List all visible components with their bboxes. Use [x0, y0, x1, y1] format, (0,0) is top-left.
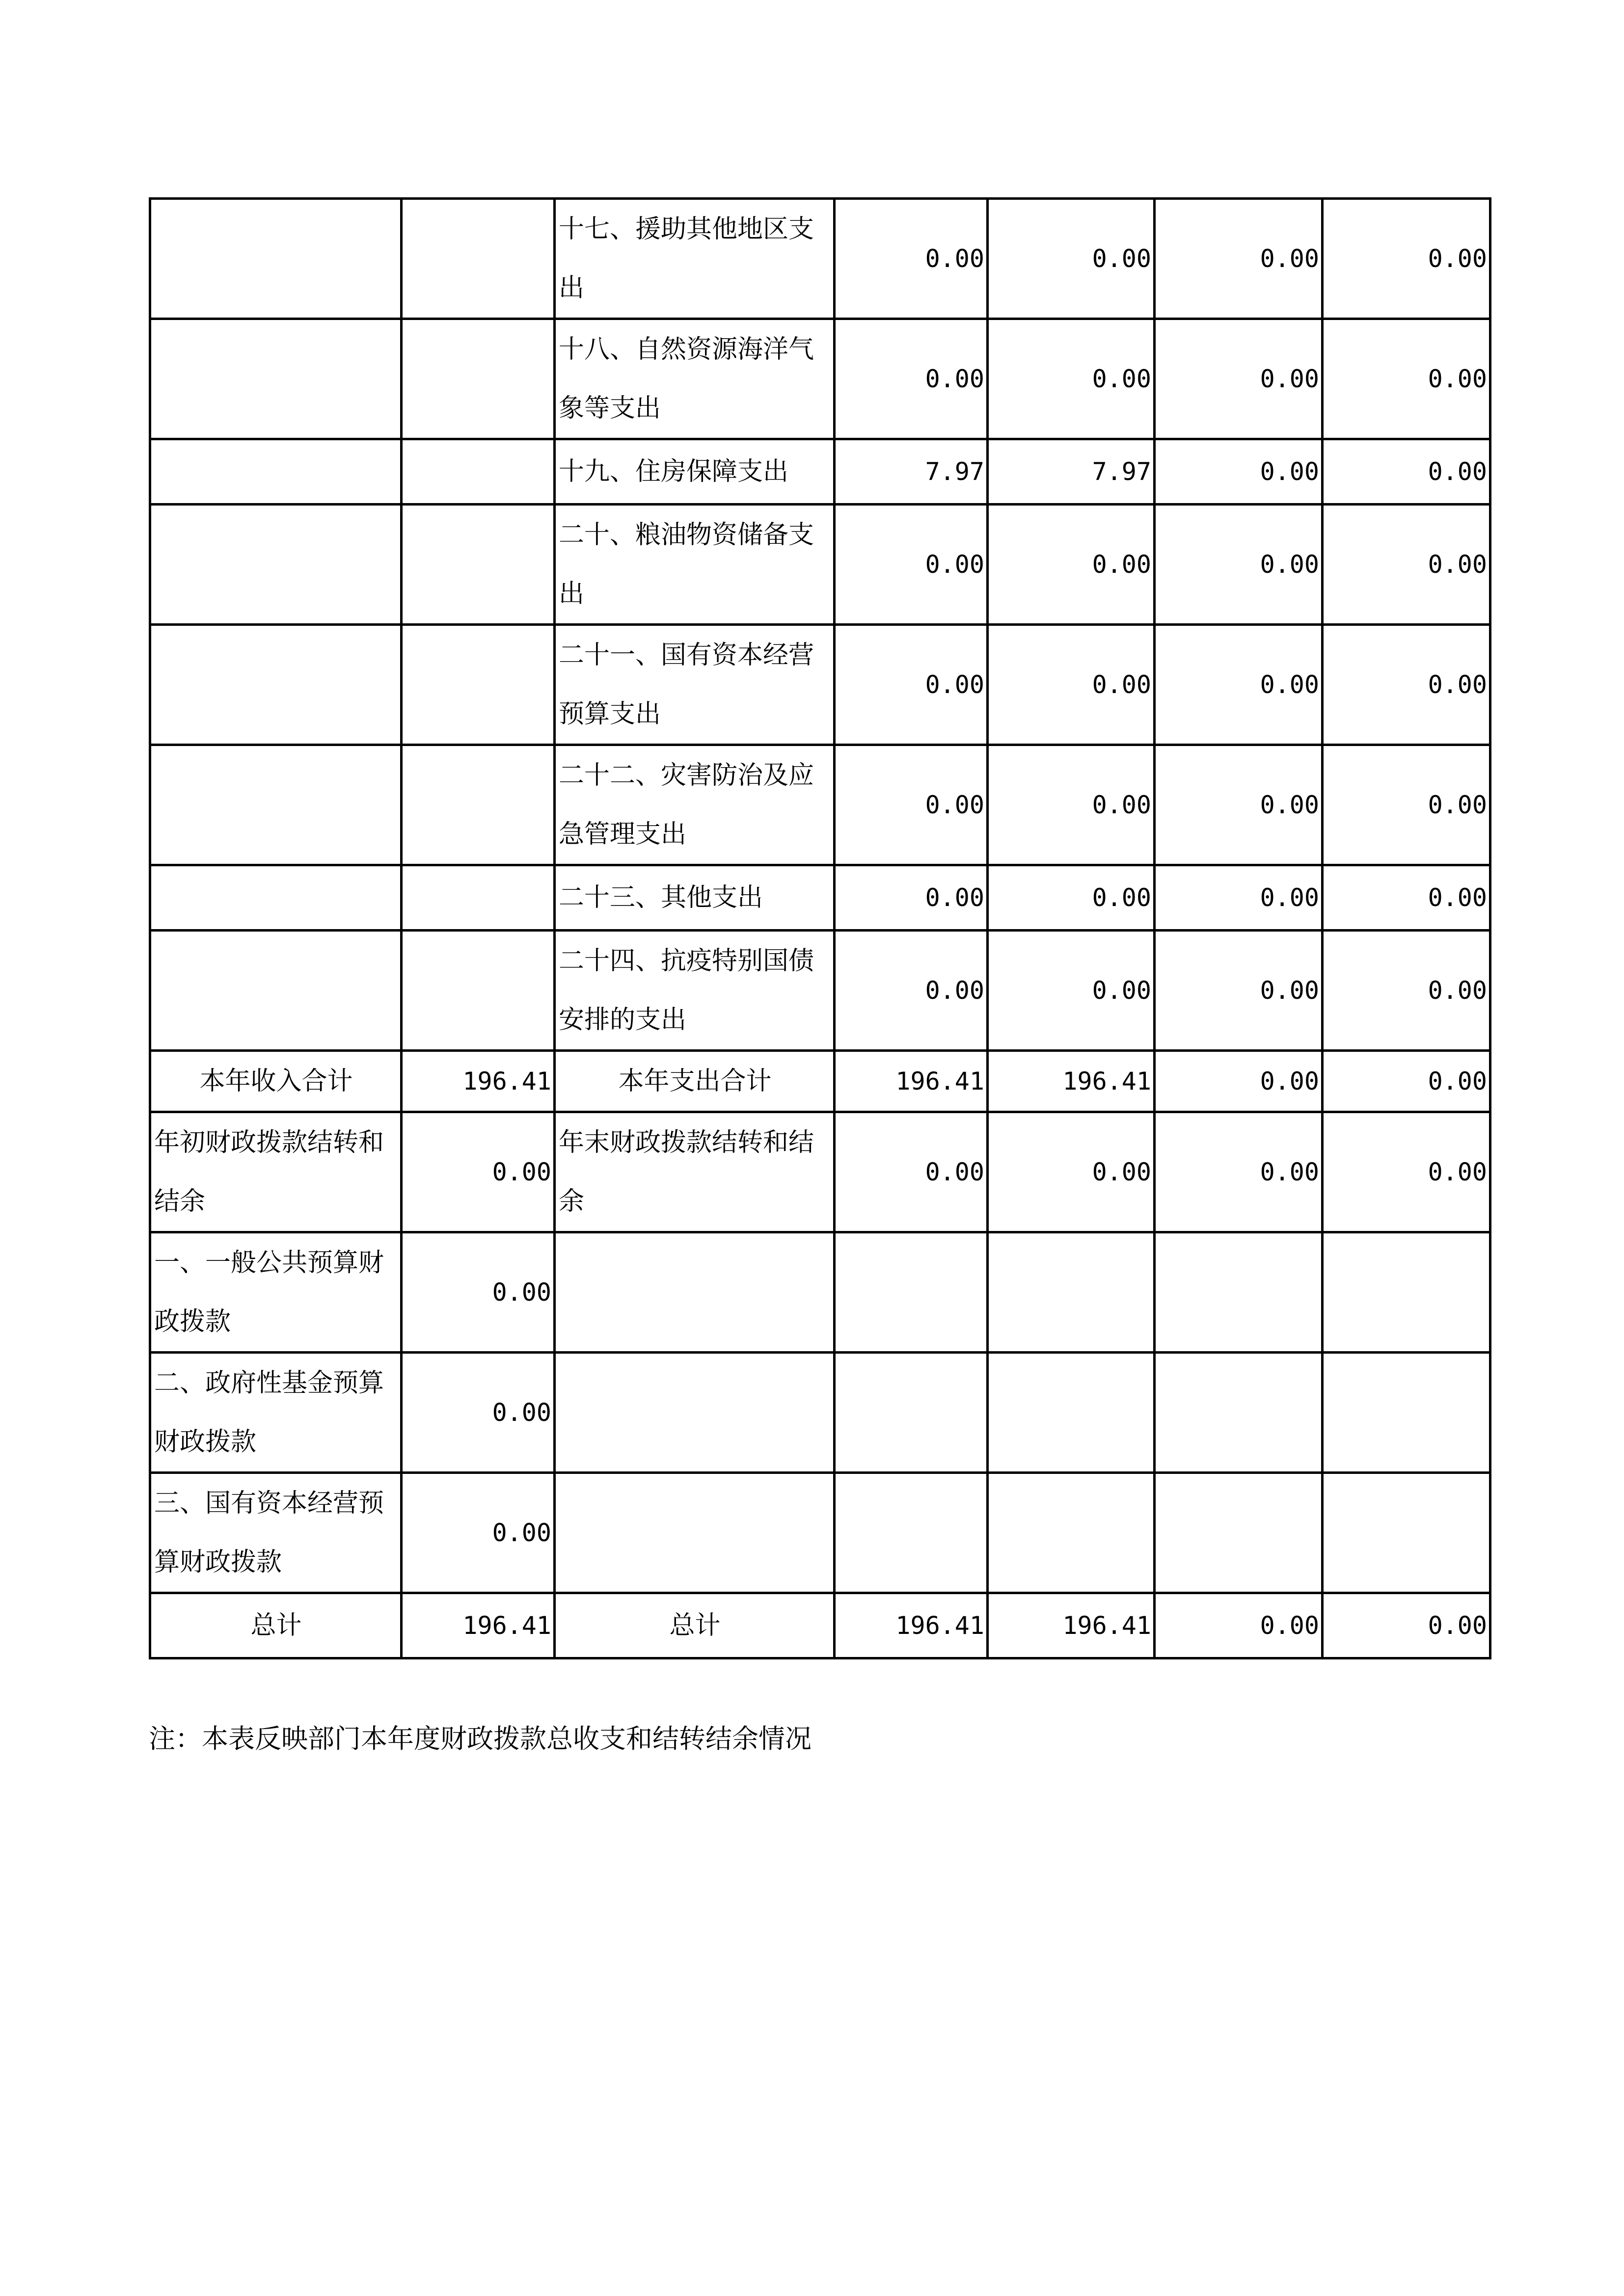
table-cell [1323, 1232, 1490, 1353]
table-cell [402, 199, 555, 319]
table-cell: 0.00 [835, 931, 988, 1051]
table-cell [150, 439, 402, 505]
table-note: 注：本表反映部门本年度财政拨款总收支和结转结余情况 [149, 1723, 812, 1754]
table-cell: 0.00 [988, 199, 1155, 319]
table-cell: 0.00 [1323, 439, 1490, 505]
table-cell: 196.41 [835, 1593, 988, 1658]
table-cell [150, 1112, 402, 1232]
table-cell [150, 319, 402, 439]
table-cell: 0.00 [1323, 745, 1490, 865]
table-cell [150, 1232, 402, 1353]
table-cell [988, 1473, 1155, 1593]
table-cell: 0.00 [988, 1112, 1155, 1232]
table-row [150, 931, 1490, 1051]
table-cell: 0.00 [1155, 745, 1323, 865]
table-cell [835, 1353, 988, 1473]
table-row [150, 1232, 1490, 1353]
table-cell [1323, 1473, 1490, 1593]
table-cell: 0.00 [1323, 505, 1490, 625]
table-row [150, 439, 1490, 505]
table-cell [555, 931, 835, 1051]
funding-source-label: 一、一般公共预算财政拨款 [154, 1248, 384, 1336]
expenditure-item-label: 二十一、国有资本经营预算支出 [559, 641, 814, 729]
table-cell [402, 625, 555, 745]
table-cell: 0.00 [1323, 931, 1490, 1051]
table-cell: 0.00 [1323, 1593, 1490, 1658]
annual-total-row [150, 1051, 1490, 1112]
table-row [150, 1473, 1490, 1593]
table-row [150, 745, 1490, 865]
table-cell [555, 745, 835, 865]
table-cell: 0.00 [835, 199, 988, 319]
table-cell: 0.00 [402, 1473, 555, 1593]
grand-total-label: 总计 [555, 1593, 835, 1658]
table-cell: 0.00 [1323, 1051, 1490, 1112]
table-cell [555, 1232, 835, 1353]
table-cell: 196.41 [988, 1593, 1155, 1658]
table-cell: 0.00 [1155, 505, 1323, 625]
table-cell: 0.00 [835, 319, 988, 439]
table-cell: 0.00 [402, 1112, 555, 1232]
table-cell: 0.00 [1155, 1051, 1323, 1112]
expenditure-total-label: 本年支出合计 [555, 1051, 835, 1112]
table-cell: 0.00 [1323, 865, 1490, 931]
table-cell: 0.00 [1155, 319, 1323, 439]
table-cell [150, 625, 402, 745]
table-cell [1155, 1353, 1323, 1473]
expenditure-item-label: 二十二、灾害防治及应急管理支出 [559, 761, 814, 849]
table-cell [402, 745, 555, 865]
table-cell [555, 865, 835, 931]
table-row [150, 199, 1490, 319]
table-cell [555, 439, 835, 505]
table-cell [555, 319, 835, 439]
expenditure-item-label: 二十、粮油物资储备支出 [559, 520, 814, 609]
table-cell: 0.00 [1155, 625, 1323, 745]
beginning-carryover-label: 年初财政拨款结转和结余 [154, 1128, 384, 1216]
table-cell: 0.00 [835, 1112, 988, 1232]
income-total-value: 196.41 [402, 1051, 555, 1112]
funding-source-label: 二、政府性基金预算财政拨款 [154, 1368, 384, 1457]
table-cell: 0.00 [1323, 625, 1490, 745]
grand-total-label: 总计 [150, 1593, 402, 1658]
table-cell: 196.41 [835, 1051, 988, 1112]
table-cell [150, 1473, 402, 1593]
table-row [150, 865, 1490, 931]
funding-source-label: 三、国有资本经营预算财政拨款 [154, 1489, 384, 1577]
table-cell [1323, 1353, 1490, 1473]
table-cell: 0.00 [835, 865, 988, 931]
ending-carryover-label: 年末财政拨款结转和结余 [559, 1128, 814, 1216]
table-row [150, 1353, 1490, 1473]
table-cell [402, 865, 555, 931]
table-cell: 0.00 [988, 931, 1155, 1051]
expenditure-item-label: 十七、援助其他地区支出 [559, 214, 814, 303]
table-cell: 0.00 [1323, 319, 1490, 439]
table-cell: 7.97 [988, 439, 1155, 505]
grand-total-income: 196.41 [402, 1593, 555, 1658]
table-cell [555, 199, 835, 319]
expenditure-item-label: 十八、自然资源海洋气象等支出 [559, 335, 814, 423]
table-cell: 0.00 [402, 1353, 555, 1473]
table-cell [402, 319, 555, 439]
table-row [150, 319, 1490, 439]
table-cell [555, 1112, 835, 1232]
expenditure-item-label: 二十四、抗疫特别国债安排的支出 [559, 946, 814, 1035]
table-cell: 0.00 [988, 319, 1155, 439]
table-cell [150, 745, 402, 865]
table-cell: 0.00 [402, 1232, 555, 1353]
table-cell: 0.00 [835, 505, 988, 625]
table-cell: 0.00 [988, 865, 1155, 931]
income-total-label: 本年收入合计 [150, 1051, 402, 1112]
table-cell [1155, 1232, 1323, 1353]
table-cell [988, 1353, 1155, 1473]
table-cell: 0.00 [1323, 199, 1490, 319]
table-cell [150, 865, 402, 931]
table-cell: 0.00 [1155, 865, 1323, 931]
table-cell [988, 1232, 1155, 1353]
carryover-row [150, 1112, 1490, 1232]
table-cell: 0.00 [1155, 1112, 1323, 1232]
table-cell: 7.97 [835, 439, 988, 505]
table-cell: 0.00 [1323, 1112, 1490, 1232]
table-cell [150, 199, 402, 319]
table-cell [150, 505, 402, 625]
table-cell [555, 625, 835, 745]
table-cell [1155, 1473, 1323, 1593]
table-cell: 0.00 [1155, 1593, 1323, 1658]
table-cell [150, 1353, 402, 1473]
table-cell [402, 931, 555, 1051]
table-row [150, 625, 1490, 745]
table-cell: 0.00 [988, 745, 1155, 865]
expenditure-item-label: 十九、住房保障支出 [559, 457, 789, 486]
table-cell: 0.00 [988, 625, 1155, 745]
table-cell: 0.00 [835, 745, 988, 865]
table-cell [555, 1473, 835, 1593]
table-cell [555, 505, 835, 625]
table-cell: 0.00 [1155, 931, 1323, 1051]
table-cell: 0.00 [835, 625, 988, 745]
table-cell: 196.41 [988, 1051, 1155, 1112]
table-cell [402, 505, 555, 625]
table-cell [835, 1473, 988, 1593]
table-cell [835, 1232, 988, 1353]
table-cell: 0.00 [1155, 199, 1323, 319]
fiscal-appropriation-table [149, 197, 1491, 1659]
table-cell: 0.00 [988, 505, 1155, 625]
table-cell: 0.00 [1155, 439, 1323, 505]
grand-total-row [150, 1593, 1490, 1658]
table-row [150, 505, 1490, 625]
table-cell [402, 439, 555, 505]
expenditure-item-label: 二十三、其他支出 [559, 883, 763, 912]
table-cell [555, 1353, 835, 1473]
table-cell [150, 931, 402, 1051]
